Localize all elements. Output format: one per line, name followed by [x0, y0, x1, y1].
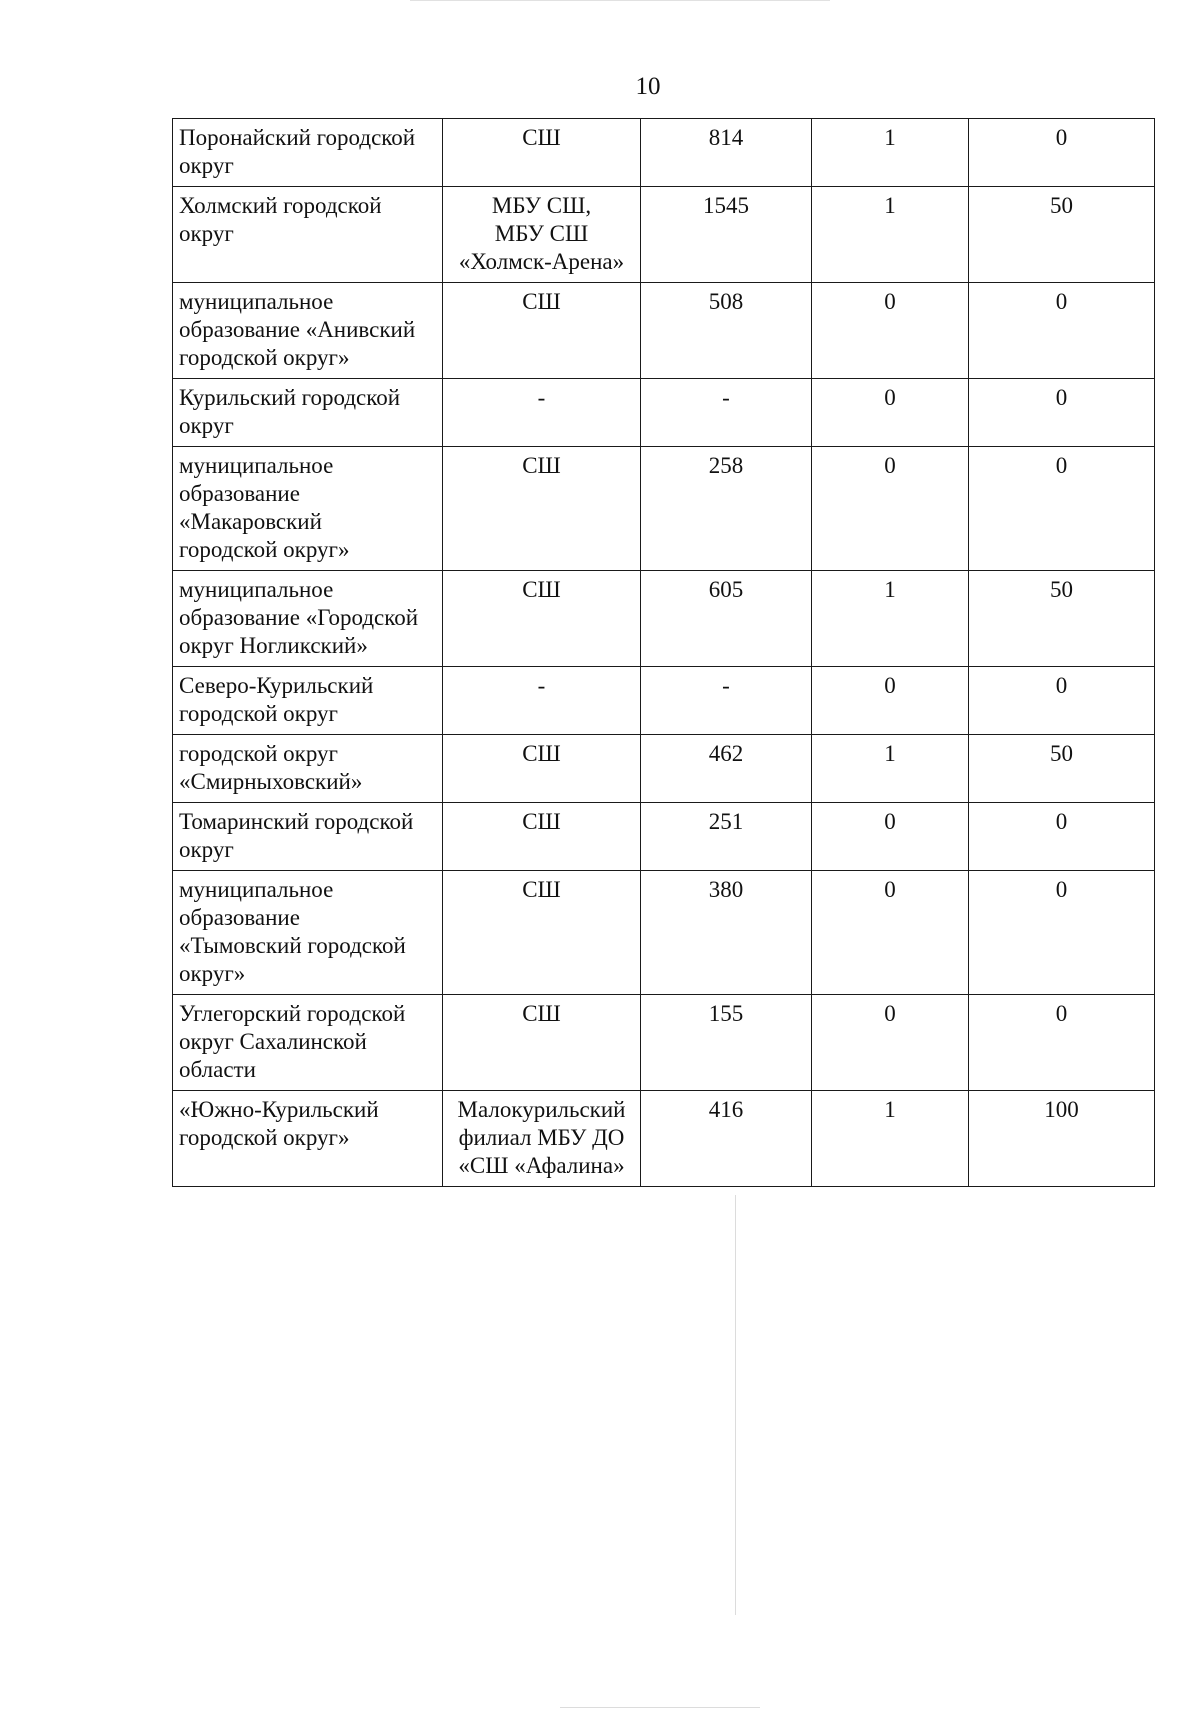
scan-artifact-line — [735, 1195, 736, 1615]
municipality-cell — [173, 447, 443, 571]
organization-cell-line: МБУ СШ, — [491, 193, 592, 218]
municipality-cell-line: округ» — [179, 961, 246, 986]
municipality-cell — [173, 995, 443, 1091]
municipality-cell-line: образование — [179, 481, 300, 506]
count-cell: - — [641, 379, 812, 447]
municipality-cell-line: городской округ — [179, 701, 338, 726]
table-row — [173, 571, 1155, 667]
table-row — [173, 667, 1155, 735]
municipality-cell — [173, 735, 443, 803]
table-row — [173, 803, 1155, 871]
table-row — [173, 187, 1155, 283]
municipality-cell-line: округ Сахалинской — [179, 1029, 367, 1054]
organization-cell — [443, 187, 641, 283]
table-row — [173, 447, 1155, 571]
municipality-cell-line: муниципальное — [179, 289, 334, 314]
municipality-cell-line: «Тымовский городской — [179, 933, 406, 958]
municipality-cell — [173, 379, 443, 447]
value-cell: 50 — [969, 187, 1155, 283]
organization-cell-line: - — [537, 385, 546, 410]
municipality-cell-line: Северо-Курильский — [179, 673, 374, 698]
organization-cell — [443, 119, 641, 187]
municipality-cell-line: образование «Городской — [179, 605, 419, 630]
municipality-cell-line: области — [179, 1057, 256, 1082]
organization-cell-line: МБУ СШ — [494, 221, 589, 246]
value-cell: 0 — [969, 995, 1155, 1091]
organization-cell — [443, 735, 641, 803]
value-cell: 0 — [812, 447, 969, 571]
value-cell: 1 — [812, 1091, 969, 1187]
municipality-cell-line: Поронайский городской — [179, 125, 416, 150]
value-cell: 0 — [969, 283, 1155, 379]
count-cell: 155 — [641, 995, 812, 1091]
municipality-cell — [173, 667, 443, 735]
organization-cell-line: СШ — [522, 809, 561, 834]
municipality-cell — [173, 871, 443, 995]
municipality-cell-line: округ Ногликский» — [179, 633, 368, 658]
organization-cell-line: - — [537, 673, 546, 698]
municipality-cell-line: округ — [179, 413, 234, 438]
value-cell: 0 — [969, 447, 1155, 571]
organization-cell-line: «Холмск-Арена» — [458, 249, 625, 274]
municipality-cell-line: муниципальное — [179, 453, 334, 478]
organization-cell — [443, 667, 641, 735]
municipality-cell-line: «Южно-Курильский — [179, 1097, 379, 1122]
value-cell: 1 — [812, 187, 969, 283]
organization-cell-line: СШ — [522, 877, 561, 902]
value-cell: 100 — [969, 1091, 1155, 1187]
municipality-cell-line: округ — [179, 837, 234, 862]
table-body — [173, 119, 1155, 1187]
organization-cell — [443, 1091, 641, 1187]
count-cell: 605 — [641, 571, 812, 667]
value-cell: 50 — [969, 571, 1155, 667]
count-cell: - — [641, 667, 812, 735]
organization-cell-line: «СШ «Афалина» — [458, 1153, 625, 1178]
value-cell: 50 — [969, 735, 1155, 803]
municipality-cell-line: муниципальное — [179, 877, 334, 902]
value-cell: 0 — [969, 119, 1155, 187]
value-cell: 0 — [969, 871, 1155, 995]
municipality-cell — [173, 571, 443, 667]
table-row — [173, 1091, 1155, 1187]
municipality-cell-line: Холмский городской — [179, 193, 382, 218]
value-cell: 0 — [812, 667, 969, 735]
organization-cell-line: СШ — [522, 453, 561, 478]
value-cell: 0 — [812, 379, 969, 447]
organization-cell-line: СШ — [522, 1001, 561, 1026]
value-cell: 0 — [812, 283, 969, 379]
table-row — [173, 119, 1155, 187]
value-cell: 0 — [969, 667, 1155, 735]
municipality-cell-line: городской округ» — [179, 537, 350, 562]
organization-cell — [443, 571, 641, 667]
value-cell: 1 — [812, 735, 969, 803]
count-cell: 251 — [641, 803, 812, 871]
count-cell: 1545 — [641, 187, 812, 283]
organization-cell-line: Малокурильский — [457, 1097, 626, 1122]
municipality-cell-line: городской округ» — [179, 1125, 350, 1150]
table-row — [173, 871, 1155, 995]
value-cell: 0 — [969, 379, 1155, 447]
count-cell: 508 — [641, 283, 812, 379]
municipality-cell — [173, 119, 443, 187]
count-cell: 416 — [641, 1091, 812, 1187]
organization-cell-line: СШ — [522, 289, 561, 314]
organization-cell-line: СШ — [522, 125, 561, 150]
municipality-cell-line: округ — [179, 221, 234, 246]
data-table — [172, 118, 1155, 1187]
table-row — [173, 379, 1155, 447]
municipality-cell-line: Томаринский городской — [179, 809, 414, 834]
municipality-cell-line: Углегорский городской — [179, 1001, 406, 1026]
page-number: 10 — [635, 73, 661, 100]
municipality-cell-line: образование — [179, 905, 300, 930]
scan-artifact-line-top — [410, 0, 830, 1]
municipality-cell-line: округ — [179, 153, 234, 178]
organization-cell — [443, 803, 641, 871]
table-row — [173, 283, 1155, 379]
municipality-cell — [173, 1091, 443, 1187]
organization-cell-line: СШ — [522, 577, 561, 602]
count-cell: 380 — [641, 871, 812, 995]
municipality-cell-line: «Макаровский — [179, 509, 322, 534]
organization-cell-line: СШ — [522, 741, 561, 766]
municipality-cell-line: образование «Анивский — [179, 317, 416, 342]
municipality-cell-line: городской округ — [179, 741, 338, 766]
count-cell: 814 — [641, 119, 812, 187]
municipality-cell-line: муниципальное — [179, 577, 334, 602]
count-cell: 258 — [641, 447, 812, 571]
value-cell: 1 — [812, 119, 969, 187]
scan-artifact-line-bottom — [560, 1707, 760, 1708]
organization-cell-line: филиал МБУ ДО — [458, 1125, 625, 1150]
organization-cell — [443, 447, 641, 571]
organization-cell — [443, 283, 641, 379]
organization-cell — [443, 995, 641, 1091]
table-row — [173, 995, 1155, 1091]
municipality-cell-line: городской округ» — [179, 345, 350, 370]
value-cell: 0 — [812, 995, 969, 1091]
municipality-cell — [173, 283, 443, 379]
count-cell: 462 — [641, 735, 812, 803]
value-cell: 0 — [812, 803, 969, 871]
value-cell: 0 — [812, 871, 969, 995]
municipality-cell-line: «Смирныховский» — [179, 769, 363, 794]
table-row — [173, 735, 1155, 803]
value-cell: 0 — [969, 803, 1155, 871]
organization-cell — [443, 871, 641, 995]
organization-cell — [443, 379, 641, 447]
municipality-cell — [173, 803, 443, 871]
municipality-cell — [173, 187, 443, 283]
value-cell: 1 — [812, 571, 969, 667]
municipality-cell-line: Курильский городской — [179, 385, 401, 410]
